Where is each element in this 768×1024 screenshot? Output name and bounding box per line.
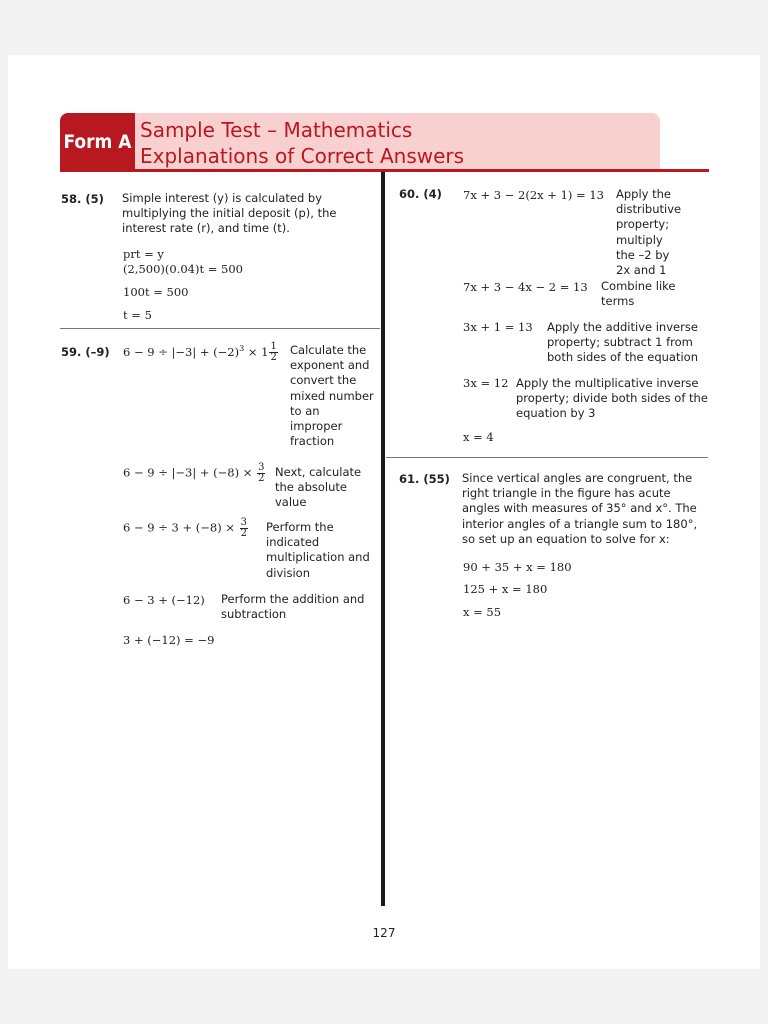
q58-number: 58. (5) (61, 192, 104, 206)
q59-note2: Next, calculate the absolute value (275, 465, 362, 510)
q60-step5: x = 4 (463, 430, 494, 444)
q58-divider (60, 328, 380, 329)
q58-step1: prt = y (123, 247, 164, 261)
q60-step4: 3x = 12 (463, 376, 509, 390)
q59-note1: Calculate the exponent and convert the mixed number to an improper fraction (290, 343, 374, 449)
q60-note4: Apply the multiplicative inverse property; divide both sides of the equation by 3 (516, 376, 708, 421)
q61-step1: 90 + 35 + x = 180 (463, 560, 572, 574)
q60-divider (386, 457, 708, 458)
q60-note1 (605, 187, 685, 278)
q58-step4: t = 5 (123, 308, 152, 322)
page-number: 127 (372, 926, 396, 940)
page-title: Sample Test – Mathematics (140, 118, 413, 142)
q59-note4: Perform the addition and subtraction (221, 592, 365, 622)
q58-intro: Simple interest (y) is calculated by multiplying the initial deposit (p), the interest rate (r), and time (t). (122, 191, 337, 236)
q60-note1-text: Apply the distributive property; multiply the –2 by 2x and 1 (616, 187, 682, 278)
q58-step3: 100t = 500 (123, 285, 189, 299)
column-divider (381, 172, 385, 906)
q59-step4: 6 − 3 + (−12) (123, 593, 205, 607)
q61-step3: x = 55 (463, 605, 502, 619)
q61-number: 61. (55) (399, 472, 450, 486)
q60-number: 60. (4) (399, 187, 442, 201)
page-subtitle: Explanations of Correct Answers (140, 144, 465, 168)
q59-step2: 6 − 9 ÷ |−3| + (−8) × $\frac{3}{2}$ (123, 462, 265, 484)
q60-step1: 7x + 3 − 2(2x + 1) = 13 (463, 188, 604, 202)
q61-intro: Since vertical angles are congruent, the right triangle in the figure has acute angles with measures of 35° and x°. The interior angles of a triangle sum to 180°, so set up an equation to solve for x: (462, 471, 698, 546)
q60-note2: Combine like terms (601, 279, 676, 309)
q60-step2: 7x + 3 − 4x − 2 = 13 (463, 280, 588, 294)
q59-number: 59. (–9) (61, 345, 110, 359)
q59-note3: Perform the indicated multiplication and division (266, 520, 370, 580)
q59-step3: 6 − 9 ÷ 3 + (−8) × $\frac{3}{2}$ (123, 517, 248, 539)
q59-step5: 3 + (−12) = −9 (123, 633, 215, 647)
q60-note3: Apply the additive inverse property; subtract 1 from both sides of the equation (547, 320, 699, 365)
q59-step1: $6 - 9 \div |-3| + (-2)^3 \times 1$ $\frac{1}{2}$ (123, 341, 277, 364)
q58-step2: (2,500)(0.04)t = 500 (123, 262, 243, 276)
form-tab: Form A (60, 113, 135, 170)
q60-step3: 3x + 1 = 13 (463, 320, 533, 334)
page-header (60, 113, 660, 170)
q61-step2: 125 + x = 180 (463, 582, 548, 596)
